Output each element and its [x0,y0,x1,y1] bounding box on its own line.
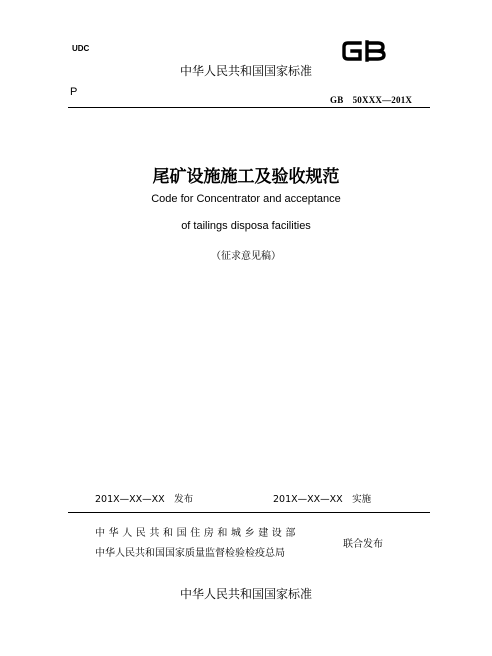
implement-date: 201X—XX—XX 实施 [273,494,372,505]
header-divider [68,107,430,108]
joint-issue-label: 联合发布 [343,539,383,550]
gb-logo [340,38,388,64]
issuer-ministry: 中华人民共和国住房和城乡建设部 [95,528,299,539]
draft-note: （征求意见稿） [211,251,281,262]
standard-number: GB 50XXX—201X [330,95,413,105]
udc-label: UDC [72,44,90,53]
issuer-aqsiq: 中华人民共和国国家质量监督检验检疫总局 [95,548,285,559]
document-title-chinese: 尾矿设施施工及验收规范 [152,167,340,187]
footer-divider [68,512,430,513]
document-title-english-line1: Code for Concentrator and acceptance [151,193,341,205]
p-code: P [70,86,78,98]
document-title-english-line2: of tailings disposa facilities [181,220,311,232]
standard-type-title: 中华人民共和国国家标准 [179,64,312,78]
footer-standard-type: 中华人民共和国国家标准 [179,587,312,601]
publish-date: 201X—XX—XX 发布 [95,494,194,505]
